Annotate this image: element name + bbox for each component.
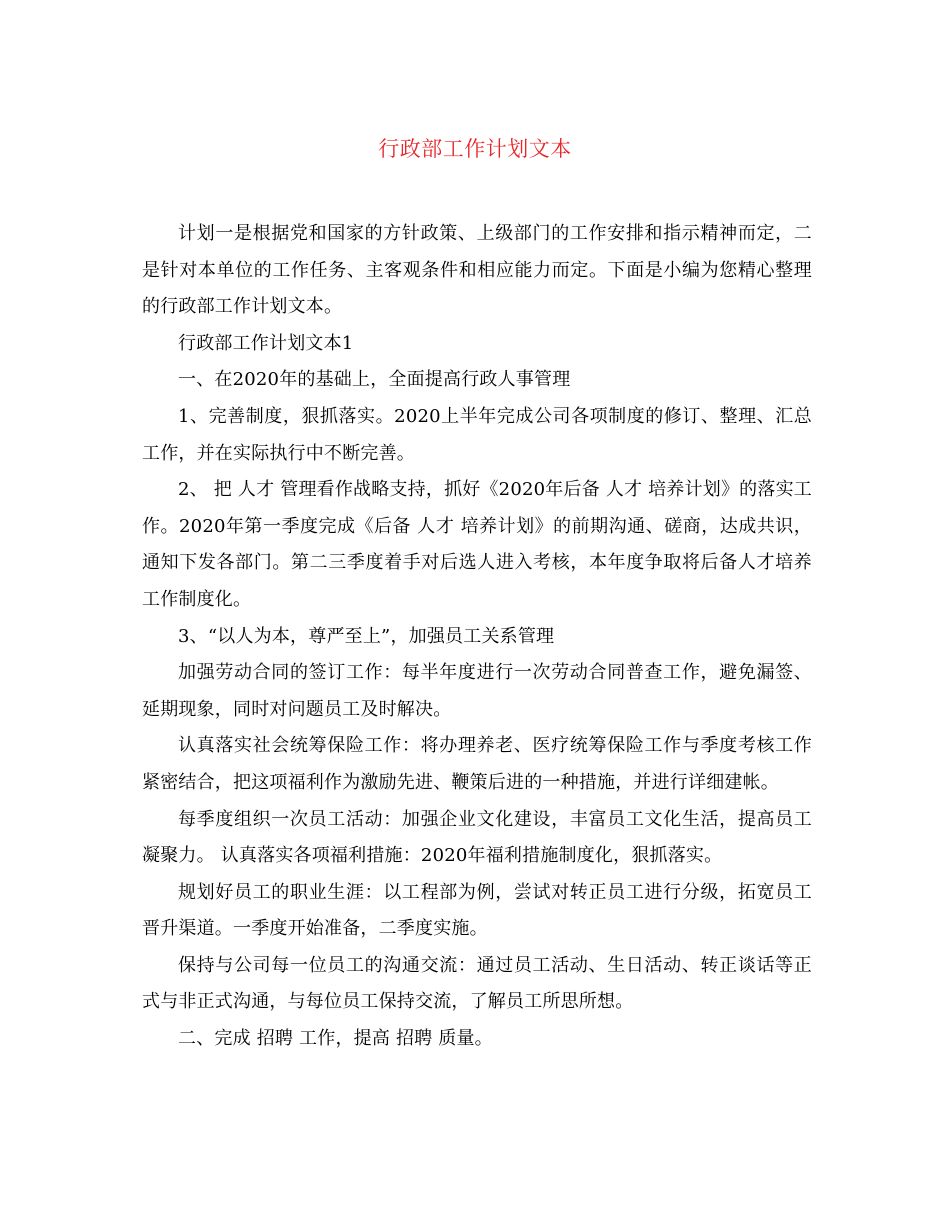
paragraph-part-two-heading: 二、完成 招聘 工作，提高 招聘 质量。 xyxy=(178,1028,493,1050)
paragraph-item-3: 3、“以人为本，尊严至上”，加强员工关系管理 xyxy=(178,625,555,647)
paragraph-communication: 保持与公司每一位员工的沟通交流：通过员工活动、生日活动、转正谈话等正式与非正式沟通，与每位员工保持交流，了解员工所思所想。 xyxy=(142,954,812,1013)
document-title: 行政部工作计划文本 xyxy=(378,137,572,161)
paragraph-labor-contract: 加强劳动合同的签订工作：每半年度进行一次劳动合同普查工作，避免漏签、延期现象，同时对问题员工及时解决。 xyxy=(142,662,812,720)
paragraph-item-1: 1、完善制度，狠抓落实。2020上半年完成公司各项制度的修订、整理、汇总工作，并在实际执行中不断完善。 xyxy=(142,405,812,464)
paragraph-career-planning: 规划好员工的职业生涯：以工程部为例，尝试对转正员工进行分级，拓宽员工晋升渠道。一季度开始准备，二季度实施。 xyxy=(142,881,812,940)
paragraph-item-2: 2、 把 人才 管理看作战略支持，抓好《2020年后备 人才 培养计划》的落实工作。2020年第一季度完成《后备 人才 培养计划》的前期沟通、磋商，达成共识，通知下发各部门。第二三季度着手对后选人进入考核，本年度争取将后备人才培养工作制度化。 xyxy=(142,479,812,610)
document-body xyxy=(142,216,812,1058)
paragraph-quarterly-activity: 每季度组织一次员工活动：加强企业文化建设，丰富员工文化生活，提高员工凝聚力。 认真落实各项福利措施：2020年福利措施制度化，狠抓落实。 xyxy=(142,808,812,867)
paragraph-social-insurance: 认真落实社会统筹保险工作：将办理养老、医疗统筹保险工作与季度考核工作紧密结合，把这项福利作为激励先进、鞭策后进的一种措施，并进行详细建帐。 xyxy=(142,735,812,793)
paragraph-part-one-heading: 一、在2020年的基础上，全面提高行政人事管理 xyxy=(178,369,571,391)
paragraph-section-heading: 行政部工作计划文本1 xyxy=(178,332,354,354)
paragraph-intro: 计划一是根据党和国家的方针政策、上级部门的工作安排和指示精神而定，二是针对本单位的工作任务、主客观条件和相应能力而定。下面是小编为您精心整理的行政部工作计划文本。 xyxy=(142,223,812,318)
